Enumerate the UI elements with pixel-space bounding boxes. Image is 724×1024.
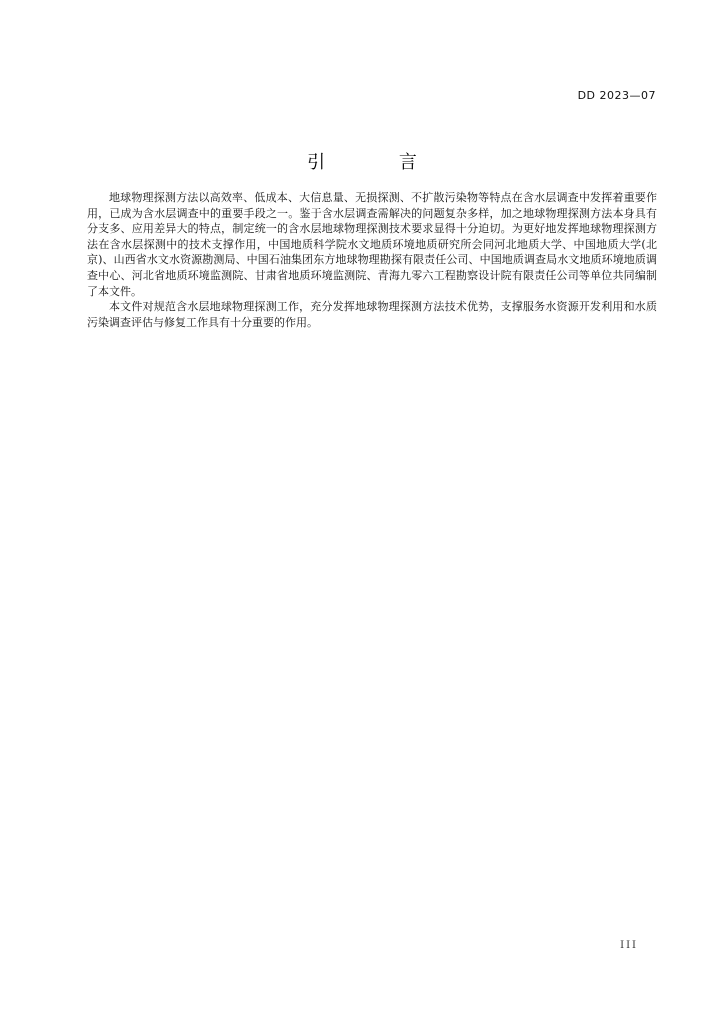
document-code: DD 2023—07 xyxy=(577,89,656,102)
paragraph-1: 地球物理探测方法以高效率、低成本、大信息量、无损探测、不扩散污染物等特点在含水层调查中发挥着重要作用，已成为含水层调查中的重要手段之一。鉴于含水层调查需解决的问题复杂多样，加之地球物理探测方法本身具有分支多、应用差异大的特点，制定统一的含水层地球物理探测技术要求显得十分迫切。为更好地发挥地球物理探测方法在含水层探测中的技术支撑作用，中国地质科学院水文地质环境地质研究所会同河北地质大学、中国地质大学(北京)、山西省水文水资源勘测局、中国石油集团东方地球物理勘探有限责任公司、中国地质调查局水文地质环境地质调查中心、河北省地质环境监测院、甘肃省地质环境监测院、青海九零六工程勘察设计院有限责任公司等单位共同编制了本文件。 xyxy=(87,191,657,298)
paragraph-2: 本文件对规范含水层地球物理探测工作，充分发挥地球物理探测方法技术优势，支撑服务水资源开发利用和水质污染调查评估与修复工作具有十分重要的作用。 xyxy=(87,300,657,329)
page-number: III xyxy=(620,940,638,951)
body-text xyxy=(87,190,657,330)
section-title: 引 言 xyxy=(307,152,451,173)
